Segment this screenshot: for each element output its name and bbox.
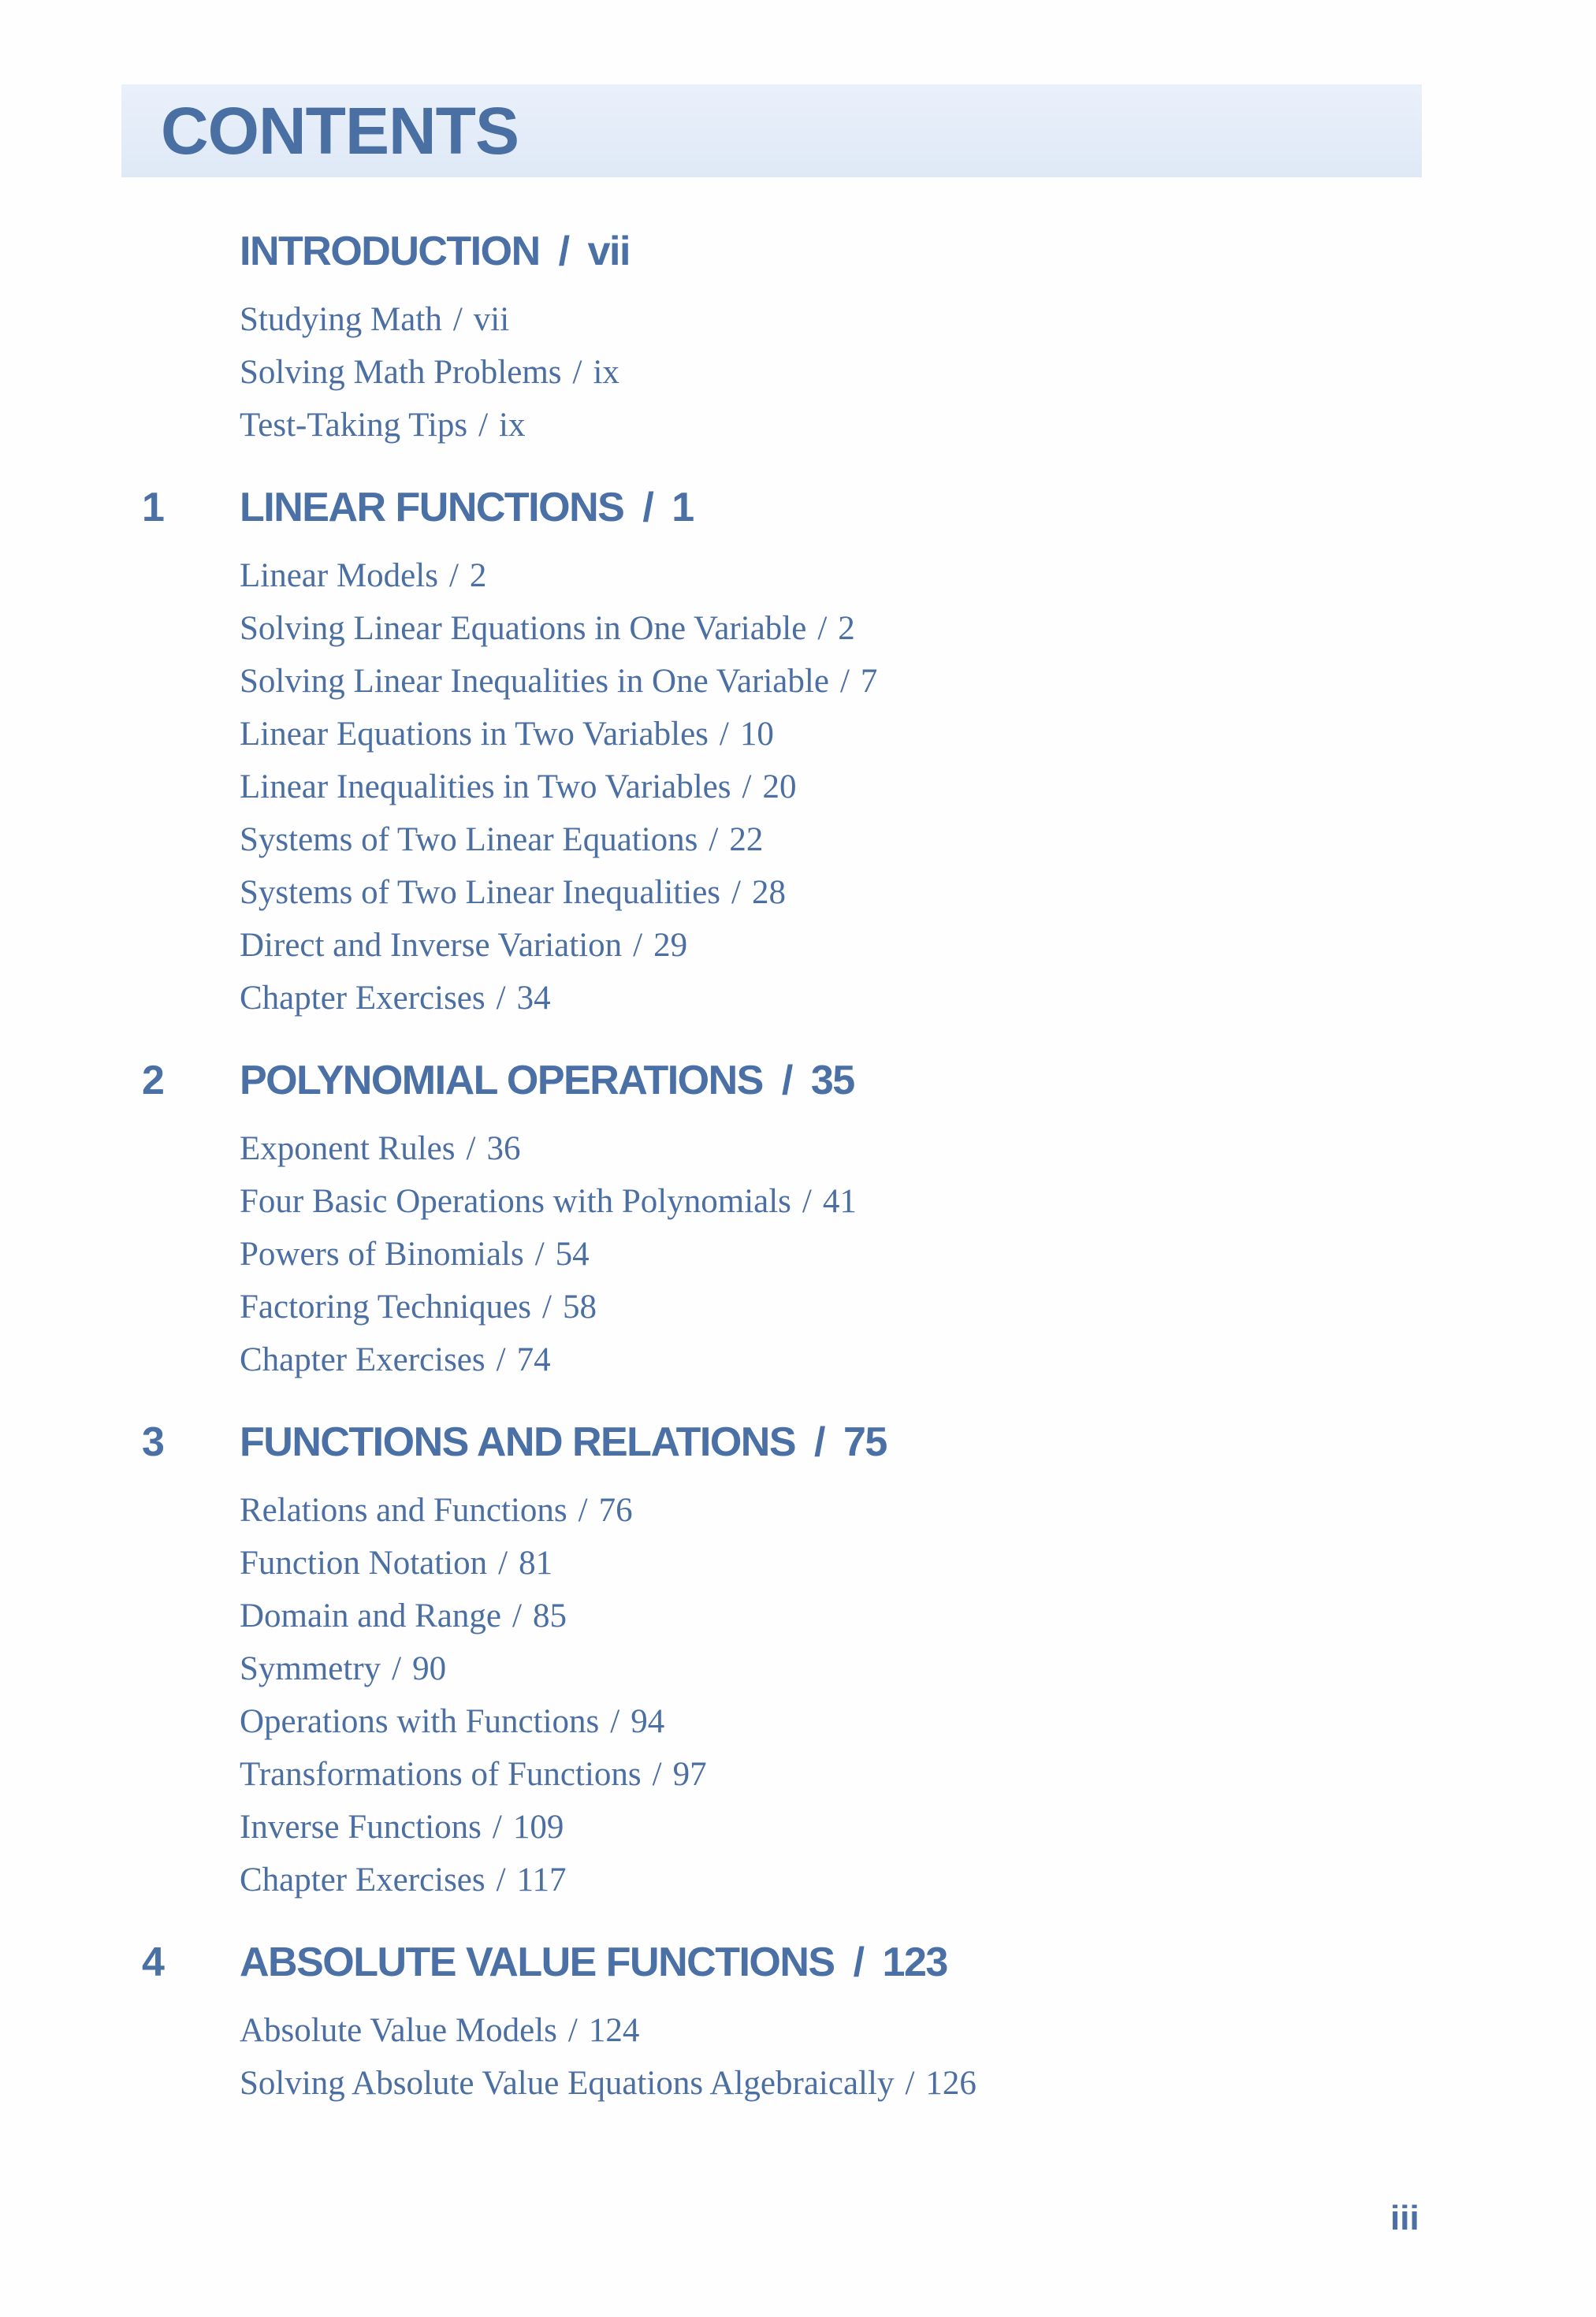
separator: / (719, 716, 729, 753)
separator: / (572, 354, 582, 391)
chapter-title-line (240, 474, 694, 541)
separator: / (642, 485, 653, 530)
entry-page: 94 (631, 1703, 665, 1740)
toc-entry[interactable] (240, 813, 1596, 866)
entry-title: Relations and Functions (240, 1492, 567, 1529)
entry-title: Operations with Functions (240, 1703, 600, 1740)
chapter-title: LINEAR FUNCTIONS (240, 485, 624, 530)
entry-title: Powers of Binomials (240, 1236, 524, 1273)
separator: / (512, 1597, 522, 1635)
separator: / (478, 407, 489, 444)
toc-entry[interactable] (240, 1484, 1596, 1537)
entry-title: Linear Inequalities in Two Variables (240, 768, 731, 805)
toc-entry[interactable] (240, 1333, 1596, 1386)
toc-entry[interactable] (240, 1801, 1596, 1854)
entry-page: 126 (925, 2065, 977, 2102)
entry-title: Inverse Functions (240, 1809, 482, 1846)
page-title: CONTENTS (161, 94, 519, 168)
entry-title: Studying Math (240, 301, 442, 338)
entry-title: Systems of Two Linear Equations (240, 821, 698, 858)
toc-entry[interactable] (240, 1748, 1596, 1801)
entry-page: 7 (860, 663, 878, 700)
entry-page: 20 (762, 768, 797, 805)
toc-entry[interactable] (240, 2004, 1596, 2057)
separator: / (466, 1130, 476, 1167)
toc-entry[interactable] (240, 1642, 1596, 1695)
toc-entry[interactable] (240, 2057, 1596, 2110)
entry-page: 85 (532, 1597, 567, 1635)
separator: / (905, 2065, 915, 2102)
separator: / (496, 1861, 506, 1899)
chapter-number: 1 (142, 485, 164, 530)
chapter-page: 123 (882, 1940, 947, 1985)
entry-title: Solving Absolute Value Equations Algebraically (240, 2065, 895, 2102)
chapter-page: 1 (672, 485, 694, 530)
separator: / (633, 927, 643, 964)
separator: / (853, 1940, 864, 1985)
chapter-page: vii (587, 229, 630, 274)
entry-title: Linear Models (240, 557, 438, 594)
separator: / (709, 821, 719, 858)
chapter-number: 2 (142, 1058, 164, 1103)
chapter-title: ABSOLUTE VALUE FUNCTIONS (240, 1940, 835, 1985)
toc-entry[interactable] (240, 919, 1596, 972)
toc-entry[interactable] (240, 399, 1596, 452)
entry-page: ix (593, 354, 619, 391)
table-of-contents (0, 218, 1596, 2132)
section-heading[interactable] (0, 474, 1596, 541)
chapter-title: INTRODUCTION (240, 229, 540, 274)
entry-page: 34 (516, 980, 551, 1017)
entry-title: Solving Linear Inequalities in One Variable (240, 663, 829, 700)
entry-page: ix (499, 407, 526, 444)
entry-page: 36 (486, 1130, 521, 1167)
toc-entry[interactable] (240, 549, 1596, 602)
entry-page: 54 (555, 1236, 590, 1273)
entry-page: 117 (516, 1861, 567, 1899)
entry-page: 22 (729, 821, 764, 858)
separator: / (731, 874, 741, 911)
toc-entry[interactable] (240, 1590, 1596, 1642)
entry-title: Solving Math Problems (240, 354, 562, 391)
toc-entry[interactable] (240, 1695, 1596, 1748)
entry-page: 97 (672, 1756, 707, 1793)
separator: / (839, 663, 850, 700)
entry-title: Chapter Exercises (240, 980, 485, 1017)
toc-entry[interactable] (240, 1228, 1596, 1281)
toc-section (0, 1408, 1596, 1906)
separator: / (541, 1289, 552, 1326)
entry-title: Direct and Inverse Variation (240, 927, 623, 964)
entry-title: Factoring Techniques (240, 1289, 531, 1326)
toc-entry[interactable] (240, 708, 1596, 761)
chapter-page: 35 (810, 1058, 854, 1103)
entry-page: 90 (412, 1650, 447, 1687)
section-heading[interactable] (0, 218, 1596, 285)
toc-entry[interactable] (240, 602, 1596, 655)
separator: / (492, 1809, 502, 1846)
toc-entry[interactable] (240, 866, 1596, 919)
entry-page: 2 (838, 610, 855, 647)
separator: / (558, 229, 569, 274)
separator: / (496, 1341, 506, 1378)
entry-page: 58 (562, 1289, 597, 1326)
toc-entry[interactable] (240, 1854, 1596, 1906)
toc-entry[interactable] (240, 293, 1596, 346)
entry-title: Test-Taking Tips (240, 407, 468, 444)
toc-section (0, 1047, 1596, 1386)
separator: / (802, 1183, 812, 1220)
toc-entry[interactable] (240, 1175, 1596, 1228)
toc-entry[interactable] (240, 761, 1596, 813)
chapter-title-line (240, 218, 630, 285)
entry-page: 2 (469, 557, 487, 594)
entry-title: Function Notation (240, 1545, 488, 1582)
chapter-title: FUNCTIONS AND RELATIONS (240, 1419, 796, 1465)
entry-page: 29 (653, 927, 688, 964)
separator: / (610, 1703, 620, 1740)
separator: / (534, 1236, 545, 1273)
entry-title: Exponent Rules (240, 1130, 456, 1167)
entry-page: 28 (751, 874, 786, 911)
entry-title: Domain and Range (240, 1597, 501, 1635)
separator: / (452, 301, 463, 338)
separator: / (814, 1419, 824, 1465)
entry-title: Symmetry (240, 1650, 381, 1687)
separator: / (742, 768, 752, 805)
separator: / (781, 1058, 792, 1103)
chapter-page: 75 (843, 1419, 887, 1465)
toc-section (0, 474, 1596, 1025)
section-heading[interactable] (0, 1408, 1596, 1476)
chapter-title-line (240, 1928, 947, 1996)
entry-title: Solving Linear Equations in One Variable (240, 610, 807, 647)
entry-page: vii (473, 301, 510, 338)
entry-page: 74 (516, 1341, 551, 1378)
separator: / (567, 2012, 578, 2049)
entry-title: Systems of Two Linear Inequalities (240, 874, 721, 911)
toc-entry[interactable] (240, 972, 1596, 1025)
section-heading[interactable] (0, 1928, 1596, 1996)
toc-entry[interactable] (240, 655, 1596, 708)
page-number: iii (1390, 2199, 1419, 2237)
chapter-number: 3 (142, 1419, 164, 1465)
toc-section (0, 218, 1596, 452)
separator: / (496, 980, 506, 1017)
toc-entry[interactable] (240, 1537, 1596, 1590)
separator: / (578, 1492, 588, 1529)
toc-entry[interactable] (240, 1122, 1596, 1175)
entry-title: Transformations of Functions (240, 1756, 642, 1793)
entry-title: Absolute Value Models (240, 2012, 557, 2049)
entry-page: 81 (519, 1545, 553, 1582)
entry-page: 10 (739, 716, 774, 753)
entry-page: 76 (598, 1492, 633, 1529)
toc-entry[interactable] (240, 1281, 1596, 1333)
separator: / (498, 1545, 508, 1582)
chapter-title: POLYNOMIAL OPERATIONS (240, 1058, 763, 1103)
chapter-title-line (240, 1047, 854, 1114)
section-heading[interactable] (0, 1047, 1596, 1114)
entry-title: Four Basic Operations with Polynomials (240, 1183, 791, 1220)
chapter-number: 4 (142, 1940, 164, 1985)
separator: / (652, 1756, 662, 1793)
chapter-title-line (240, 1408, 887, 1476)
entry-title: Chapter Exercises (240, 1861, 485, 1899)
entry-title: Linear Equations in Two Variables (240, 716, 709, 753)
entry-page: 109 (512, 1809, 564, 1846)
toc-entry[interactable] (240, 346, 1596, 399)
separator: / (448, 557, 459, 594)
separator: / (817, 610, 828, 647)
separator: / (392, 1650, 402, 1687)
entry-page: 124 (588, 2012, 640, 2049)
toc-section (0, 1928, 1596, 2110)
entry-title: Chapter Exercises (240, 1341, 485, 1378)
entry-page: 41 (822, 1183, 857, 1220)
